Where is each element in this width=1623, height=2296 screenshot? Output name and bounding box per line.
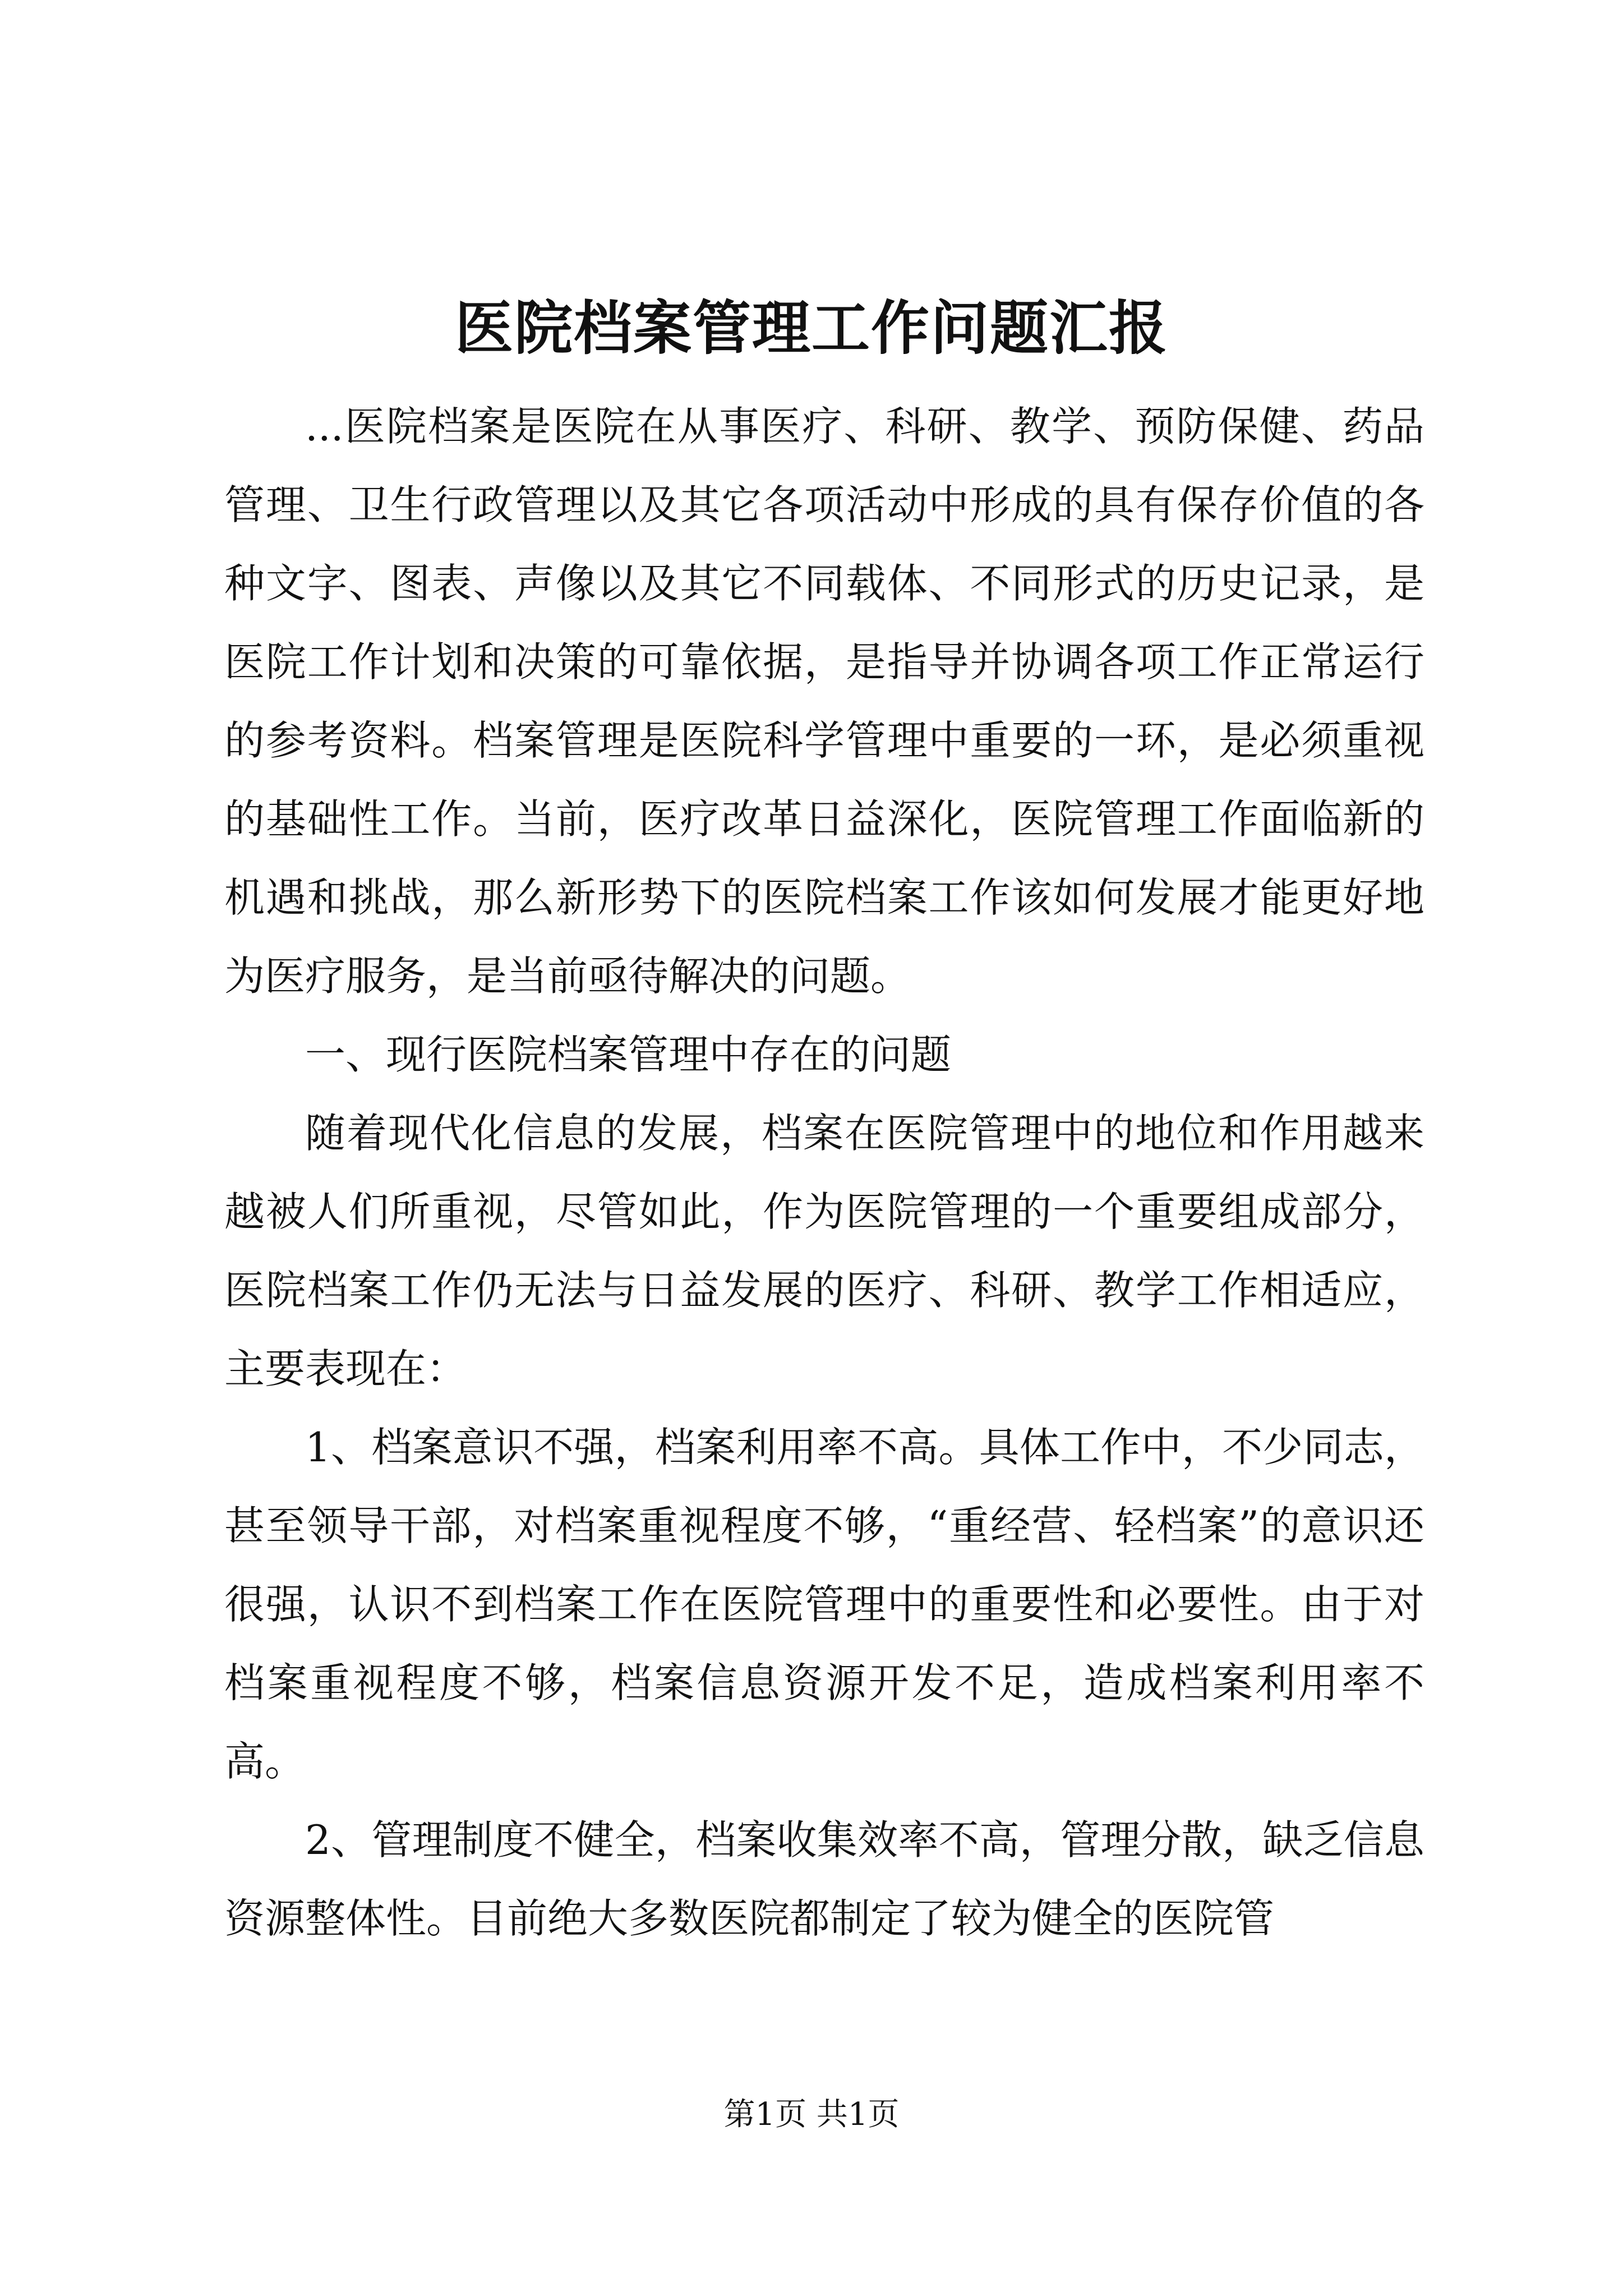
page-footer: 第1页 共1页 <box>723 2096 900 2133</box>
document-title: 医院档案管理工作问题汇报 <box>454 293 1168 362</box>
paragraph-overview: 随着现代化信息的发展，档案在医院管理中的地位和作用越来越被人们所重视，尽管如此，作为医院管理的一个重要组成部分，医院档案工作仍无法与日益发展的医疗、科研、教学工作相适应，主要表现在： <box>224 1110 1424 1392</box>
paragraph-intro: ...医院档案是医院在从事医疗、科研、教学、预防保健、药品管理、卫生行政管理以及其它各项活动中形成的具有保存价值的各种文字、图表、声像以及其它不同载体、不同形式的历史记录，是医院工作计划和决策的可靠依据，是指导并协调各项工作正常运行的参考资料。档案管理是医院科学管理中重要的一环，是必须重视的基础性工作。当前，医疗改革日益深化，医院管理工作面临新的机遇和挑战，那么新形势下的医院档案工作该如何发展才能更好地为医疗服务，是当前亟待解决的问题。 <box>224 403 1424 1000</box>
paragraph-item-1: 1、档案意识不强，档案利用率不高。具体工作中，不少同志，甚至领导干部，对档案重视程度不够，“重经营、轻档案”的意识还很强，认识不到档案工作在医院管理中的重要性和必要性。由于对档案重视程度不够，档案信息资源开发不足，造成档案利用率不高。 <box>224 1424 1424 1785</box>
document-body <box>224 387 1424 1958</box>
section-heading: 一、现行医院档案管理中存在的问题 <box>305 1031 952 1078</box>
paragraph-item-2: 2、管理制度不健全，档案收集效率不高，管理分散，缺乏信息资源整体性。目前绝大多数医院都制定了较为健全的医院管 <box>224 1816 1424 1942</box>
